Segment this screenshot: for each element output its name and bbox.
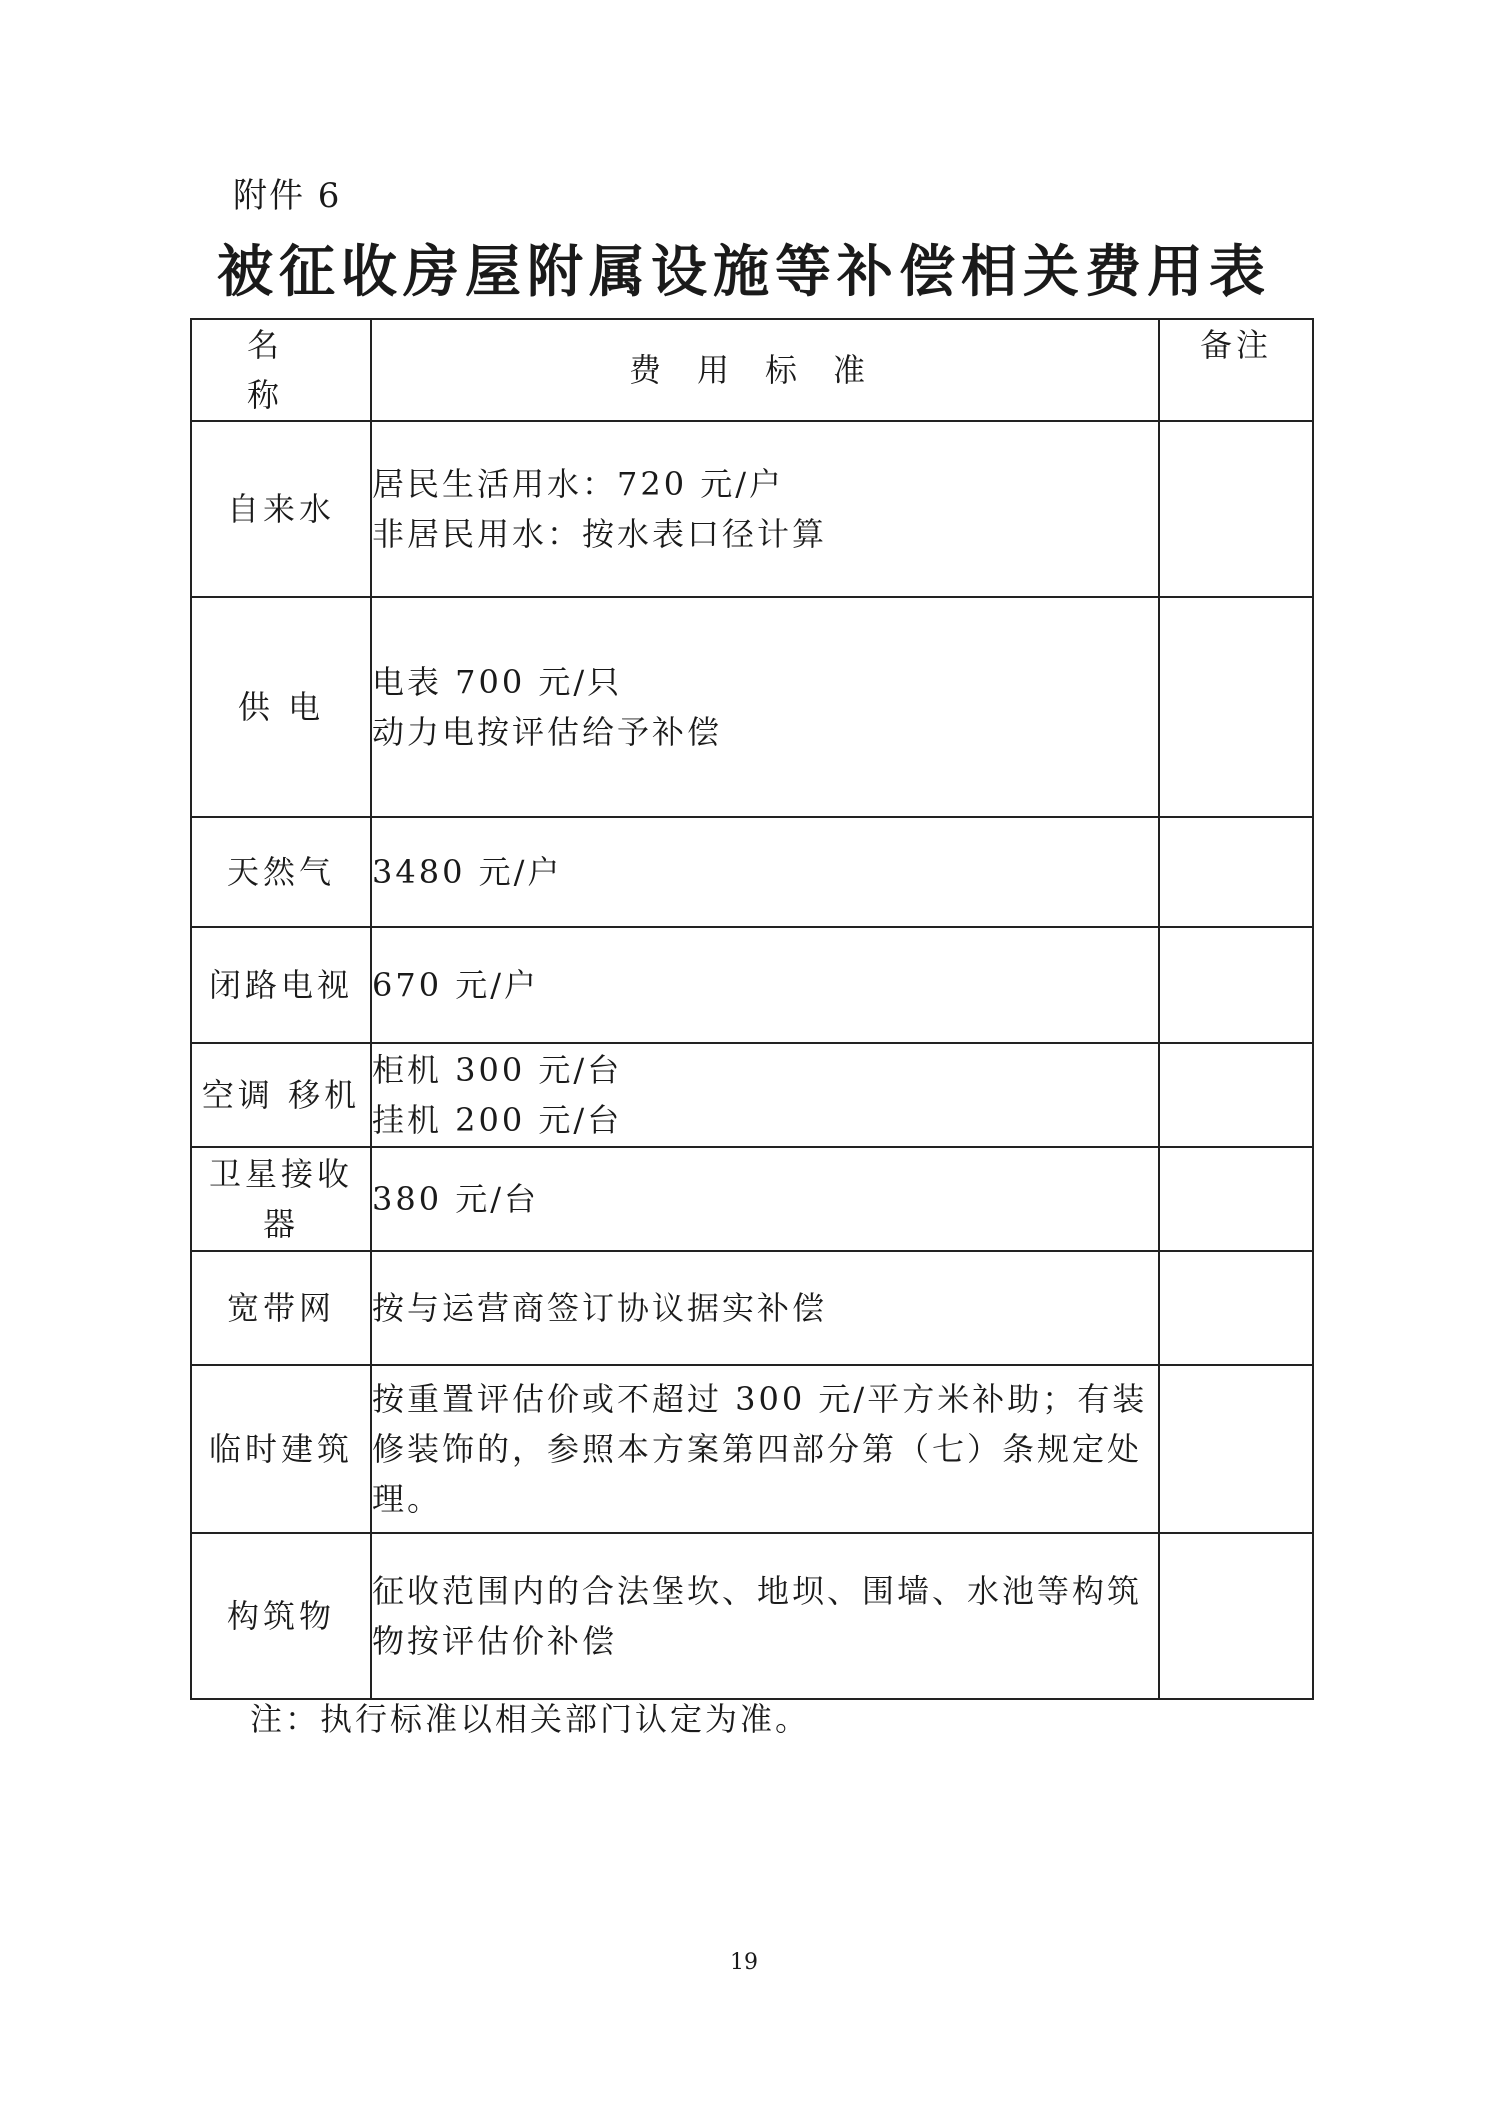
fee-line: 非居民用水：按水表口径计算 [372, 515, 828, 553]
row-fee [371, 597, 1159, 817]
page-number: 19 [730, 1950, 758, 1975]
table-row [191, 817, 1313, 927]
header-fee: 费用标准 [371, 319, 1159, 421]
fee-line: 按与运营商签订协议据实补偿 [372, 1289, 828, 1327]
table-row [191, 421, 1313, 597]
document-title: 被征收房屋附属设施等补偿相关费用表 [217, 239, 1271, 305]
fee-line: 380 元/台 [372, 1180, 540, 1218]
row-note [1159, 1365, 1313, 1533]
fee-line: 挂机 200 元/台 [372, 1101, 623, 1139]
row-note [1159, 927, 1313, 1043]
row-fee [371, 927, 1159, 1043]
row-fee [371, 421, 1159, 597]
fee-line: 3480 元/户 [372, 853, 563, 891]
row-fee [371, 1533, 1159, 1699]
row-name: 天然气 [191, 817, 371, 927]
table-row [191, 1365, 1313, 1533]
fee-line: 征收范围内的合法堡坎、地坝、围墙、水池等构筑物按评估价补偿 [372, 1572, 1143, 1660]
table-row [191, 597, 1313, 817]
fee-line: 电表 700 元/只 [372, 663, 623, 701]
fee-line: 居民生活用水：720 元/户 [372, 465, 785, 503]
row-note [1159, 1251, 1313, 1365]
row-fee [371, 1043, 1159, 1147]
row-name: 临时建筑 [191, 1365, 371, 1533]
row-fee [371, 1251, 1159, 1365]
table-row [191, 1043, 1313, 1147]
fee-line: 柜机 300 元/台 [372, 1051, 623, 1089]
table-header-row [191, 319, 1313, 421]
fee-line: 按重置评估价或不超过 300 元/平方米补助；有装修装饰的，参照本方案第四部分第（七）条规定处理。 [372, 1380, 1148, 1518]
row-note [1159, 597, 1313, 817]
header-note: 备注 [1159, 319, 1313, 421]
row-note [1159, 1043, 1313, 1147]
row-name: 闭路电视 [191, 927, 371, 1043]
header-name: 名 称 [191, 319, 371, 421]
row-note [1159, 817, 1313, 927]
row-fee [371, 1147, 1159, 1251]
row-name: 自来水 [191, 421, 371, 597]
row-note [1159, 1147, 1313, 1251]
fee-line: 670 元/户 [372, 966, 540, 1004]
row-name: 构筑物 [191, 1533, 371, 1699]
table-row [191, 927, 1313, 1043]
fee-table [190, 318, 1314, 1700]
table-row [191, 1533, 1313, 1699]
row-fee [371, 1365, 1159, 1533]
row-name: 宽带网 [191, 1251, 371, 1365]
row-name: 空调 移机 [191, 1043, 371, 1147]
table-row [191, 1251, 1313, 1365]
row-note [1159, 421, 1313, 597]
attachment-label: 附件 6 [233, 176, 342, 216]
row-name: 供 电 [191, 597, 371, 817]
fee-line: 动力电按评估给予补偿 [372, 713, 723, 751]
row-note [1159, 1533, 1313, 1699]
row-fee [371, 817, 1159, 927]
footnote: 注：执行标准以相关部门认定为准。 [250, 1700, 811, 1738]
row-name: 卫星接收器 [191, 1147, 371, 1251]
table-row [191, 1147, 1313, 1251]
